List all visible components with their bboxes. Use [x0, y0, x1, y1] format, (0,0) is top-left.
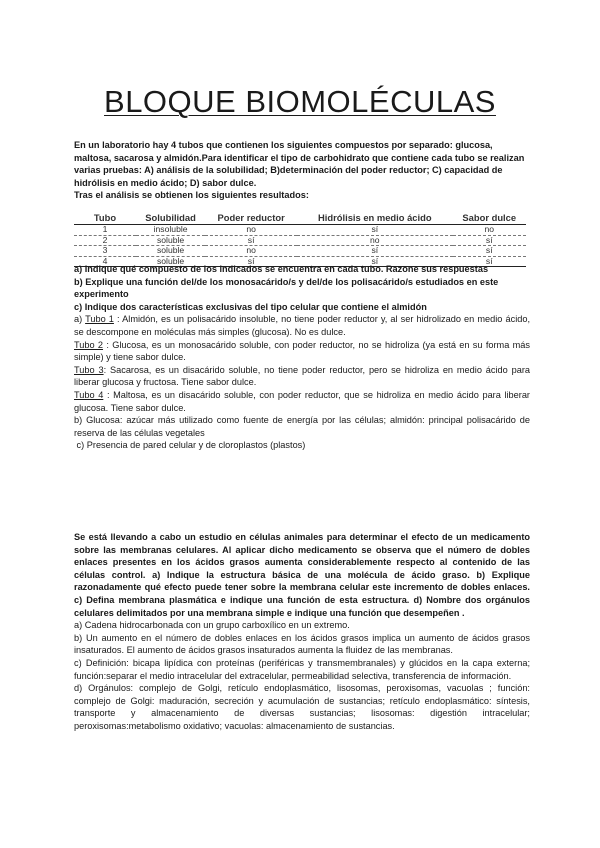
answer-2d: d) Orgánulos: complejo de Golgi, retículo endoplasmático, lisosomas, peroxisomas, vacuolas ; función: complejo de Golgi: maduración, secreción y acumulación de sustancias; retículo endoplasmático: síntesis, transporte y almacenamiento de diversas sustancias; lisosomas: digestión intracelular; peroxisomas:metabolismo oxidativo; vacuolas: almacenamiento de sustancias. [74, 683, 530, 731]
table-cell: sí [453, 235, 526, 246]
question-1-intro-block [74, 139, 530, 202]
answer-prefix: a) [74, 314, 86, 325]
answer-1c: c) Presencia de pared celular y de cloroplastos (plastos) [74, 440, 306, 451]
table-cell: sí [453, 246, 526, 257]
table-cell: 4 [74, 256, 136, 267]
answer-text: : Almidón, es un polisacárido insoluble, no tiene poder reductor y, al ser hidrolizado en medio ácido, se descompone en moléculas más simples (glucosa). No es dulce. [74, 314, 531, 337]
question-1a: a) Indique qué compuesto de los indicados se encuentra en cada tubo. Razone sus respuestas [74, 264, 489, 274]
table-cell: no [453, 225, 526, 236]
answer-tubo-4 [74, 389, 530, 414]
table-cell: 1 [74, 225, 136, 236]
answer-text: : Glucosa, es un monosacárido soluble, con poder reductor, no se hidroliza (ya está en su forma más simple) y tiene sabor dulce. [74, 339, 530, 363]
table-header: Sabor dulce [453, 211, 526, 225]
question-1-body [74, 263, 530, 452]
table-cell: sí [297, 225, 452, 236]
answer-2b: b) Un aumento en el número de dobles enlaces en los ácidos grasos implica un aumento de ácidos grasos insaturados. El aumento de ácidos grasos insaturados aumenta la fluidez de las membranas. [74, 632, 530, 656]
tubo-label: Tubo 1 [85, 314, 114, 325]
answer-tubo-1 [74, 313, 530, 338]
table-cell: sí [297, 246, 452, 257]
answer-2c: c) Definición: bicapa lipídica con proteínas (periféricas y transmembranales) y glúcidos en la capa externa; función:separar el medio intracelular del extracelular, permeabilidad selectiva, transferencia de información. [74, 657, 530, 681]
answer-tubo-3 [74, 364, 530, 389]
table-cell: sí [453, 256, 526, 267]
table-row [74, 246, 526, 257]
table-cell: sí [205, 256, 297, 267]
answer-tubo-2 [74, 339, 530, 364]
table-header: Poder reductor [205, 211, 297, 225]
answer-2a: a) Cadena hidrocarbonada con un grupo carboxílico en un extremo. [74, 620, 350, 631]
table-cell: soluble [136, 256, 205, 267]
table-header: Tubo [74, 211, 136, 225]
table-cell: no [205, 246, 297, 257]
question-1b: b) Explique una función del/de los monosacárido/s y del/de los polisacárido/s estudiados en este experimento [74, 276, 499, 300]
table-cell: 3 [74, 246, 136, 257]
table-header-row [74, 211, 526, 225]
tubo-label: Tubo 2 [74, 339, 104, 350]
question-2-block [74, 531, 530, 733]
question-2-statement: Se está llevando a cabo un estudio en células animales para determinar el efecto de un medicamento sobre las membranas celulares. Al aplicar dicho medicamento se observa que el número de dobles enlaces presentes en los ácidos grasos aumenta considerablemente respecto al contenido de las células control. a) Indique la estructura básica de una molécula de ácido graso. b) Explique razonadamente qué efecto puede tener sobre la membrana celular este incremento de dobles enlaces. c) Defina membrana plasmática e indique una función de esta estructura. d) Nombre dos orgánulos celulares delimitados por una membrana simple e indique una función que desempeñen . [74, 532, 530, 618]
table-row [74, 235, 526, 246]
table-header: Solubilidad [136, 211, 205, 225]
table-header: Hidrólisis en medio ácido [297, 211, 452, 225]
page-title: BLOQUE BIOMOLÉCULAS [104, 84, 496, 119]
question-1c: c) Indique dos características exclusivas del tipo celular que contiene el almidón [74, 301, 427, 312]
table-cell: 2 [74, 235, 136, 246]
answer-text: : Sacarosa, es un disacárido soluble, no tiene poder reductor, pero se hidroliza en medio ácido para liberar glucosa y fructosa. Tiene sabor dulce. [74, 364, 530, 388]
table-cell: sí [297, 256, 452, 267]
answer-1b: b) Glucosa: azúcar más utilizado como fuente de energía por las células; almidón: principal polisacárido de reserva de las células vegetales [74, 415, 530, 438]
table-row [74, 225, 526, 236]
table-cell: soluble [136, 246, 205, 257]
answer-text: : Maltosa, es un disacárido soluble, con poder reductor, que se hidroliza en medio ácido para liberar glucosa. Tiene sabor dulce. [74, 389, 530, 413]
question-1-intro-2: Tras el análisis se obtienen los siguientes resultados: [74, 190, 309, 201]
table-cell: sí [205, 235, 297, 246]
table-cell: no [297, 235, 452, 246]
tubo-label: Tubo 3 [74, 364, 104, 375]
results-table [74, 211, 526, 267]
question-1-intro: En un laboratorio hay 4 tubos que contienen los siguientes compuestos por separado: glucosa, maltosa, sacarosa y almidón.Para identificar el tipo de carbohidrato que contiene cada tubo se realizan varias pruebas: A) análisis de la solubilidad; B)determinación del poder reductor; C) capacidad de hidrólisis en medio ácido; D) sabor dulce. [74, 140, 525, 188]
table-cell: insoluble [136, 225, 205, 236]
table-cell: soluble [136, 235, 205, 246]
tubo-label: Tubo 4 [74, 389, 104, 400]
table-cell: no [205, 225, 297, 236]
